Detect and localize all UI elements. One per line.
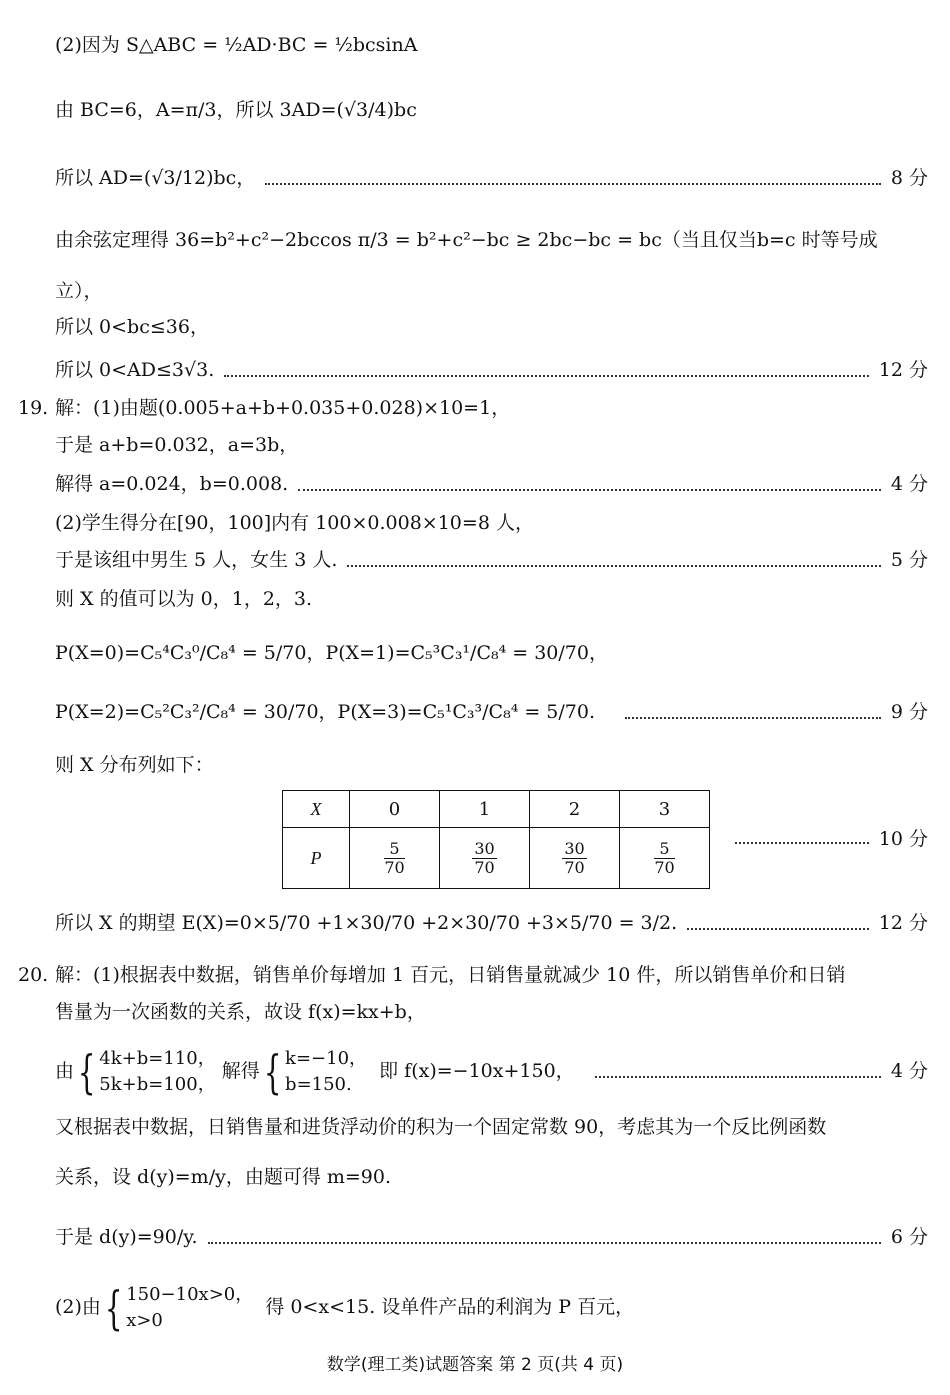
line-bc-range: 所以 0<bc≤36， <box>55 316 209 338</box>
distribution-table <box>282 790 710 889</box>
score-label: 12 分 <box>878 359 928 381</box>
score-label: 10 分 <box>878 827 928 850</box>
line-q19-ab: 于是 a+b=0.032，a=3b， <box>55 434 299 456</box>
score-label: 4 分 <box>890 1060 928 1082</box>
line-q20-part2: (2)由{ 150−10x>0， x>0 得 0<x<15. 设单件产品的利润为 P 百元， <box>55 1281 635 1335</box>
table-cell: X <box>283 791 350 828</box>
table-cell: 1 <box>440 791 530 828</box>
line-q19-solve <box>55 469 928 499</box>
page-footer: 数学(理工类)试题答案 第 2 页(共 4 页) <box>326 1355 624 1375</box>
table-cell: $\frac{30}{70}$ <box>530 828 620 889</box>
line-text: 于是该组中男生 5 人，女生 3 人. <box>55 549 338 571</box>
leader-dots <box>298 489 881 491</box>
line-cosine-law: 由余弦定理得 36=b²+c²−2bccos π/3 = b²+c²−bc ≥ 2bc−bc = bc（当且仅当b=c 时等号成 <box>55 229 878 251</box>
table-cell: 0 <box>350 791 440 828</box>
line-q20-dy: 关系，设 d(y)=m/y，由题可得 m=90. <box>55 1166 392 1188</box>
line-text: 解得 a=0.024，b=0.008. <box>55 473 289 495</box>
line-q19-prob1: P(X=0)=C₅⁴C₃⁰/C₈⁴ = 5/70，P(X=1)=C₅³C₃¹/C₈⁴ = 30/70， <box>55 642 608 664</box>
line-bc-given: 由 BC=6，A=π/3，所以 3AD=(√3/4)bc <box>55 99 417 121</box>
table-cell: P <box>283 828 350 889</box>
line-q19-expectation <box>55 908 928 938</box>
table-cell: $\frac{30}{70}$ <box>440 828 530 889</box>
line-text: 所以 0<AD≤3√3. <box>55 359 215 381</box>
line-q19-values: 则 X 的值可以为 0，1，2，3. <box>55 588 313 610</box>
line-text: 于是 d(y)=90/y. <box>55 1226 198 1248</box>
table-score-row <box>735 822 928 852</box>
line-text: P(X=2)=C₅²C₃²/C₈⁴ = 30/70，P(X=3)=C₅¹C₃³/C₈⁴ = 5/70. <box>55 701 596 723</box>
leader-dots <box>625 717 881 719</box>
line-q20-inverse: 又根据表中数据，日销售量和进货浮动价的积为一个固定常数 90，考虑其为一个反比例函数 <box>55 1116 827 1138</box>
line-q19-count: (2)学生得分在[90，100]内有 100×0.008×10=8 人， <box>55 512 534 534</box>
score-label: 9 分 <box>890 701 928 723</box>
question-number-19: 19. <box>18 397 49 419</box>
leader-dots <box>208 1242 881 1244</box>
table-row <box>283 828 710 889</box>
line-q19-sum: 解：(1)由题(0.005+a+b+0.035+0.028)×10=1， <box>55 397 511 419</box>
table-cell: $\frac{5}{70}$ <box>350 828 440 889</box>
line-ad-range <box>55 355 928 385</box>
leader-dots <box>687 928 869 930</box>
score-label: 6 分 <box>890 1226 928 1248</box>
line-text: 所以 AD=(√3/12)bc， <box>55 167 256 189</box>
line-q20-intro: 解：(1)根据表中数据，销售单价每增加 1 百元，日销售量就减少 10 件，所以销售单价和日销 <box>55 964 846 986</box>
line-q19-prob2 <box>55 697 928 727</box>
line-ad-result <box>55 163 928 193</box>
line-text: 由{ 4k+b=110， 5k+b=100， 解得{ k=−10， b=150. 即 f(x)=−10x+150， <box>55 1045 575 1099</box>
line-q19-gender <box>55 545 928 575</box>
score-label: 5 分 <box>890 549 928 571</box>
leader-dots <box>265 183 881 185</box>
score-label: 12 分 <box>878 912 928 934</box>
question-number-20: 20. <box>18 964 49 986</box>
line-q20-system <box>55 1040 928 1102</box>
line-q19-dist-intro: 则 X 分布列如下： <box>55 754 214 776</box>
table-cell: 2 <box>530 791 620 828</box>
line-q20-dy-result <box>55 1222 928 1252</box>
line-q20-intro-cont: 售量为一次函数的关系，故设 f(x)=kx+b， <box>55 1001 426 1023</box>
leader-dots <box>347 565 880 567</box>
score-label: 4 分 <box>890 473 928 495</box>
line-area-formula: (2)因为 S△ABC = ½AD·BC = ½bcsinA <box>55 34 418 56</box>
line-text: 所以 X 的期望 E(X)=0×5/70 +1×30/70 +2×30/70 +3×5/70 = 3/2. <box>55 912 678 934</box>
table-row <box>283 791 710 828</box>
leader-dots <box>595 1076 881 1078</box>
line-cosine-law-cont: 立）， <box>55 280 103 302</box>
table-cell: 3 <box>620 791 710 828</box>
leader-dots <box>224 375 869 377</box>
score-label: 8 分 <box>890 167 928 189</box>
leader-dots <box>735 842 869 844</box>
table-cell: $\frac{5}{70}$ <box>620 828 710 889</box>
